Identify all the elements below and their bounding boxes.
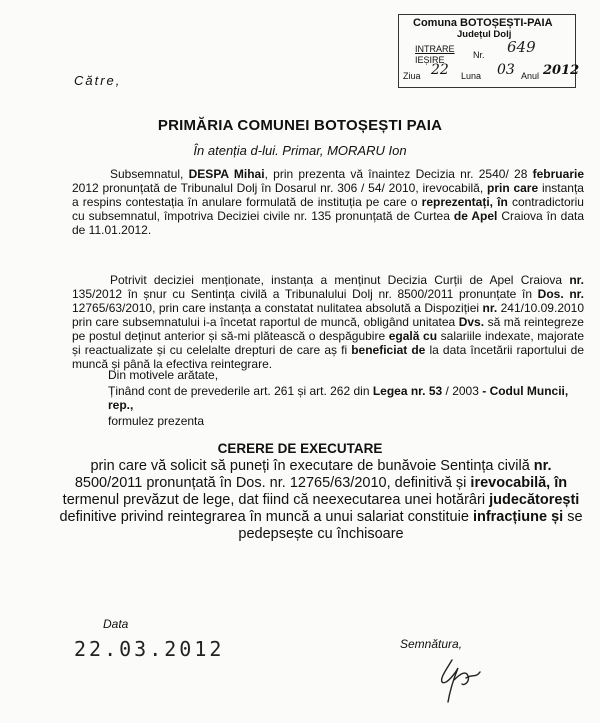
stamp-anul-value: 2012 <box>543 63 580 78</box>
motives-line: Din motivele arătate, <box>108 368 219 382</box>
document-title: PRIMĂRIA COMUNEI BOTOȘEȘTI PAIA <box>157 117 443 134</box>
legal-basis-line: Ținând cont de prevederile art. 261 și art. 262 din Legea nr. 53 / 2003 - Codul Muncii, rep., <box>108 384 569 412</box>
handwritten-signature <box>432 652 492 704</box>
date-label: Data <box>103 617 129 631</box>
attention-line: În atenția d-lui. Primar, MORARU Ion <box>193 143 407 158</box>
stamp-luna-label: Luna <box>461 71 482 81</box>
stamp-ziua-label: Ziua <box>403 71 421 81</box>
stamp-ziua-value: 22 <box>431 62 449 78</box>
stamp-intrare-label: INTRARE <box>415 44 455 54</box>
signature-label: Semnătura, <box>400 637 463 651</box>
stamp-title: Comuna BOTOȘEȘTI-PAIA <box>413 17 553 29</box>
stamp-luna-value: 03 <box>497 62 515 78</box>
stamp-nr-label: Nr. <box>473 50 485 60</box>
registration-stamp <box>398 14 580 88</box>
date-handwritten: 22.03.2012 <box>74 637 225 661</box>
request-body: prin care vă solicit să puneți în executare de bunăvoie Sentința civilă nr. 8500/2011 pronunțată în Dos. nr. 12765/63/2010, definitivă și irevocabilă, în termenul prevăzut de lege, dat fiind că neexecutarea unei hotărâri judecătorești definitive privind reintegrarea în muncă a unui salariat constituie infracțiune și se pedepsește cu închisoare <box>59 458 583 542</box>
formulez-line: formulez prezenta <box>108 414 205 428</box>
paragraph-decision: Potrivit deciziei menționate, instanța a menținut Decizia Curții de Apel Craiova nr. 135/2012 în șnur cu Sentința civilă a Tribunalului Dolj nr. 8500/2011 pronunțate în Dos. nr. 12765/63/2010, prin care instanța a constatat nulitatea absolută a Dispoziției nr. 241/10.09.2010 prin care subsemnatului i-a încetat raportul de muncă, obligând unitatea Dvs. să mă reintegreze pe postul deținut anterior și să-mi plătească o despăgubire egală cu salariile indexate, majorate și reactualizate și cu celelalte drepturi de care aș fi beneficiat de la data încetării raportului de muncă și până la efectiva reintegrare. <box>72 273 585 371</box>
stamp-nr-value: 649 <box>507 38 536 56</box>
request-title: CERERE DE EXECUTARE <box>217 441 383 456</box>
addressee-label: Către, <box>74 73 122 88</box>
stamp-anul-label: Anul <box>521 71 540 81</box>
stamp-county: Județul Dolj <box>457 29 512 40</box>
stamp-iesire-label: IEȘIRE <box>415 55 445 65</box>
paragraph-intro: Subsemnatul, DESPA Mihai, prin prezenta vă înaintez Decizia nr. 2540/ 28 februarie 2012 pronunțată de Tribunalul Dolj în Dosarul nr. 306 / 54/ 2010, irevocabilă, prin care instanța a respins contestația în anulare formulată de instituția pe care o reprezentați, în contradictoriu cu subsemnatul, împotriva Deciziei civile nr. 135 pronunțată de Curtea de Apel Craiova în data de 11.01.2012. <box>72 167 585 237</box>
